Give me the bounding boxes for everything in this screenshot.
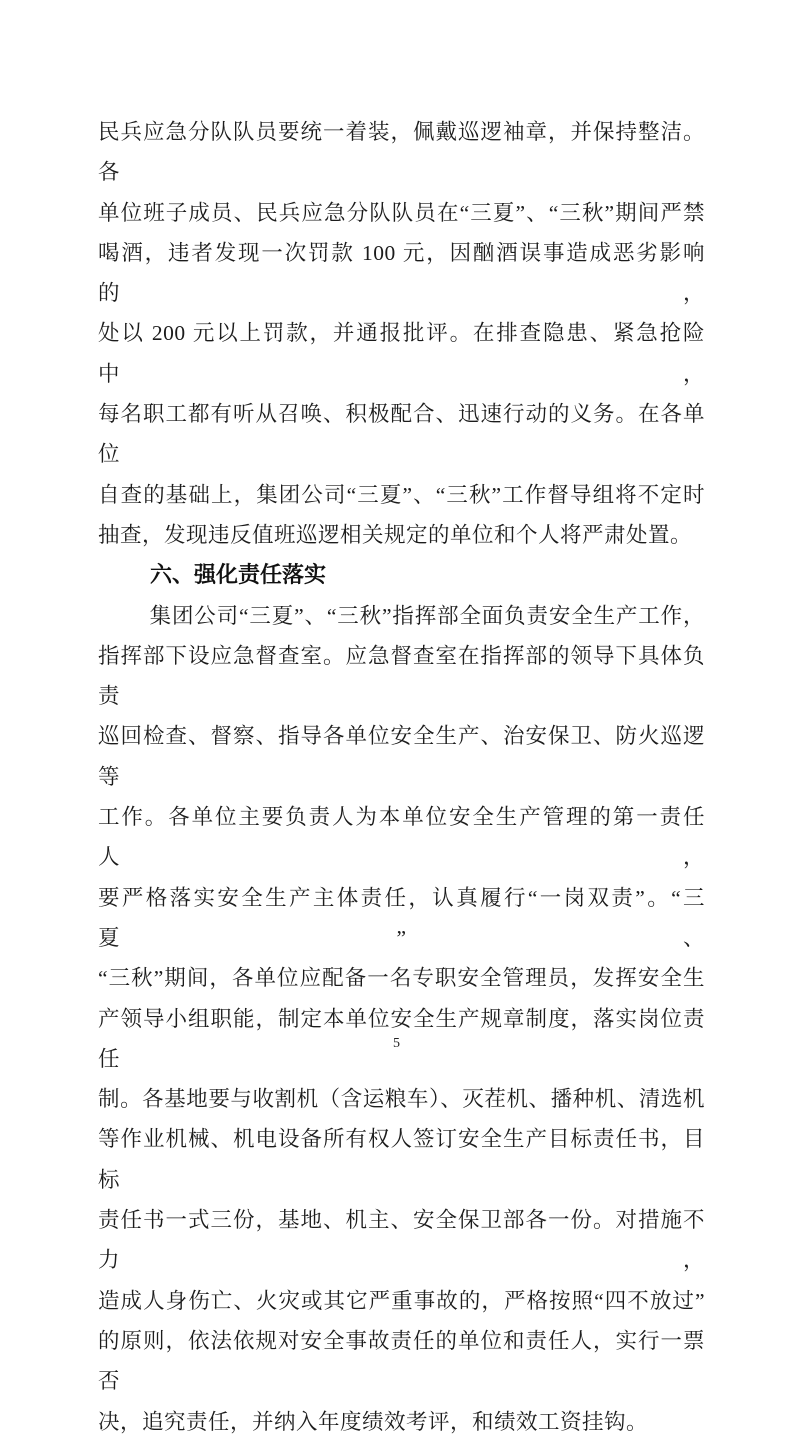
- text-line: 等作业机械、机电设备所有权人签订安全生产目标责任书，目标: [98, 1127, 705, 1192]
- text-line: 集团公司“三夏”、“三秋”指挥部全面负责安全生产工作，: [149, 603, 705, 628]
- text-line: 喝酒，违者发现一次罚款 100 元，因酗酒误事造成恶劣影响的，: [98, 240, 705, 306]
- page-number: 5: [393, 1036, 400, 1051]
- text-line: 产领导小组职能，制定本单位安全生产规章制度，落实岗位责任: [98, 1006, 705, 1071]
- paragraph-section-body: [98, 596, 705, 1442]
- text-line: 决，追究责任，并纳入年度绩效考评，和绩效工资挂钩。: [98, 1409, 649, 1434]
- text-line: 抽查，发现违反值班巡逻相关规定的单位和个人将严肃处置。: [98, 522, 693, 547]
- text-line: 的原则，依法依规对安全事故责任的单位和责任人，实行一票否: [98, 1328, 705, 1394]
- text-line: 民兵应急分队队员要统一着装，佩戴巡逻袖章，并保持整洁。各: [98, 120, 705, 185]
- text-line: 自查的基础上，集团公司“三夏”、“三秋”工作督导组将不定时: [98, 482, 705, 507]
- text-line: 要严格落实安全生产主体责任，认真履行“一岗双责”。“三夏”、: [98, 885, 705, 950]
- text-line: 指挥部下设应急督查室。应急督查室在指挥部的领导下具体负责: [98, 643, 705, 709]
- text-line: 巡回检查、督察、指导各单位安全生产、治安保卫、防火巡逻等: [98, 724, 705, 789]
- text-line: “三秋”期间，各单位应配备一名专职安全管理员，发挥安全生: [98, 966, 705, 991]
- text-line: 处以 200 元以上罚款，并通报批评。在排查隐患、紧急抢险中，: [98, 321, 705, 386]
- text-line: 每名职工都有听从召唤、积极配合、迅速行动的义务。在各单位: [98, 402, 705, 467]
- section-heading: 六、强化责任落实: [150, 562, 327, 588]
- paragraph-continued-from-previous-page: [98, 112, 705, 555]
- text-line: 造成人身伤亡、火灾或其它严重事故的，严格按照“四不放过”: [98, 1288, 705, 1313]
- text-line: 责任书一式三份，基地、机主、安全保卫部各一份。对措施不力，: [98, 1208, 705, 1273]
- text-line: 制。各基地要与收割机（含运粮车）、灭茬机、播种机、清选机: [98, 1087, 705, 1112]
- text-line: 单位班子成员、民兵应急分队队员在“三夏”、“三秋”期间严禁: [98, 200, 705, 225]
- document-body: [98, 112, 705, 1442]
- text-line: 工作。各单位主要负责人为本单位安全生产管理的第一责任人，: [98, 805, 705, 870]
